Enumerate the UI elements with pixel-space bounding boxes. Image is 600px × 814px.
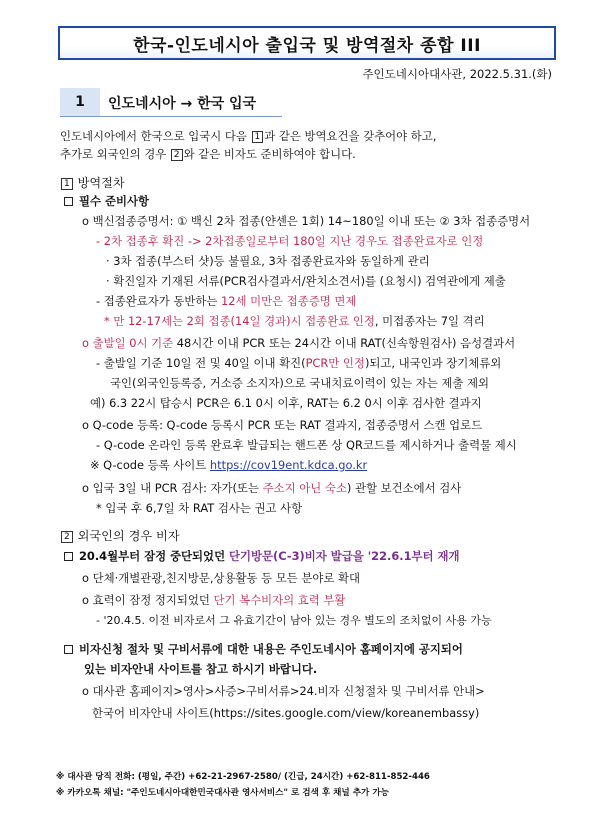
confirmed-case-line-2: 국인(외국인등록증, 거소증 소지자)으로 국내치료이력이 있는 자는 제출 제외 [110,376,489,390]
post-arrival-pcr-line: o 입국 3일 내 PCR 검사: 자가(또는 주소지 아닌 숙소) 관할 보건소에서 검사 [82,481,462,495]
section-title: 인도네시아 → 한국 입국 [108,96,257,112]
visa-heading: 2 외국인의 경우 비자 [60,528,180,544]
booster-not-required-line: · 3차 접종(부스터 샷)등 불필요, 3차 접종완료자와 동일하게 관리 [106,254,430,268]
kakao-channel-note: ※ 카카오톡 채널: "주인도네시아대한민국대사관 영사서비스" 로 검색 후 채널 추가 가능 [56,788,389,798]
qcode-site-line: ※ Q-code 등록 사이트 https://cov19ent.kdca.go.kr [90,458,368,472]
intro-line-1: 인도네시아에서 한국으로 입국시 다음 1 과 같은 방역요건을 갖추어야 하고, [60,129,437,143]
visa-site-line: 한국어 비자안내 사이트(https://sites.google.com/view/koreanembassy) [92,706,480,720]
issue-date: 주인도네시아대사관, 2022.5.31.(화) [362,67,552,81]
square-bullet-icon [64,197,73,206]
rat-recommendation-note: * 입국 후 6,7일 차 RAT 검사는 권고 사항 [96,501,303,515]
confirmed-case-line-1: - 출발일 기준 10일 전 및 40일 이내 확진(PCR만 인정)되고, 내국인과 장기체류외 [96,356,502,370]
pcr-requirement-line: o 출발일 0시 기준 48시간 이내 PCR 또는 24시간 이내 RAT(신속항원검사) 음성결과서 [82,336,516,350]
qcode-site-link[interactable]: https://cov19ent.kdca.go.kr [209,458,368,472]
section-header [60,88,282,117]
page-title: 한국-인도네시아 출입국 및 방역절차 종합 III [133,35,481,56]
vaccine-certificate-line: o 백신접종증명서: ① 백신 2차 접종(얀센은 1회) 14~180일 이내 또는 ② 3차 접종증명서 [82,214,531,228]
visa-validity-detail: - '20.4.5. 이전 비자로서 그 유효기간이 남아 있는 경우 별도의 조치없이 사용 가능 [96,614,492,627]
test-timing-example: 예) 6.3 22시 탑승시 PCR은 6.1 0시 이후, RAT는 6.2 0시 이후 검사한 결과지 [90,396,482,410]
child-exemption-line: - 접종완료자가 동반하는 12세 미만은 접종증명 면제 [96,294,357,308]
teen-vaccine-note: * 만 12-17세는 2회 접종(14일 경과)시 접종완료 인정, 미접종자는 7일 격리 [104,314,485,328]
visa-validity-line: o 효력이 잠정 정지되었던 단기 복수비자의 효력 부활 [82,593,346,607]
visa-scope-line: o 단체·개별관광,친지방문,상용활동 등 모든 분야로 확대 [82,571,361,585]
box-number-1: 1 [252,131,264,143]
box-number-2: 2 [171,149,183,161]
infection-after-dose-line: - 2차 접종후 확진 -> 2차접종일로부터 180일 지난 경우도 접종완료자로 인정 [96,234,484,248]
embassy-path-line: o 대사관 홈페이지>영사>사증>구비서류>24.비자 신청절차 및 구비서류 안내> [82,684,485,698]
confirmation-document-line: · 확진일자 기재된 서류(PCR검사결과서/완치소견서)를 (요청시) 검역관에게 제출 [106,274,506,288]
quarantine-heading: 1 방역절차 [60,175,125,191]
square-bullet-icon [64,645,73,654]
section-number: 1 [60,88,100,116]
duty-phone-note: ※ 대사관 당직 전화: (평일, 주간) +62-21-2967-2580/ (긴급, 24시간) +62-811-852-446 [56,772,430,782]
visa-info-line-2: 있는 비자안내 사이트를 참고 하시기 바랍니다. [84,662,318,676]
qcode-registration-line: o Q-code 등록: Q-code 등록시 PCR 또는 RAT 결과지, 접종증명서 스캔 업로드 [82,418,483,432]
visa-resume-heading: 20.4월부터 잠정 중단되었던 단기방문(C-3)비자 발급을 '22.6.1부터 재개 [64,548,460,564]
required-items-heading: 필수 준비사항 [64,193,149,209]
visa-info-line-1: 비자신청 절차 및 구비서류에 대한 내용은 주인도네시아 홈페이지에 공지되어 [64,641,463,657]
square-bullet-icon [64,552,73,561]
title-box [58,26,556,60]
qcode-qr-line: - Q-code 온라인 등록 완료후 발급되는 핸드폰 상 QR코드를 제시하거나 출력물 제시 [96,438,517,452]
intro-line-2: 추가로 외국인의 경우 2 와 같은 비자도 준비하여야 합니다. [60,147,356,161]
